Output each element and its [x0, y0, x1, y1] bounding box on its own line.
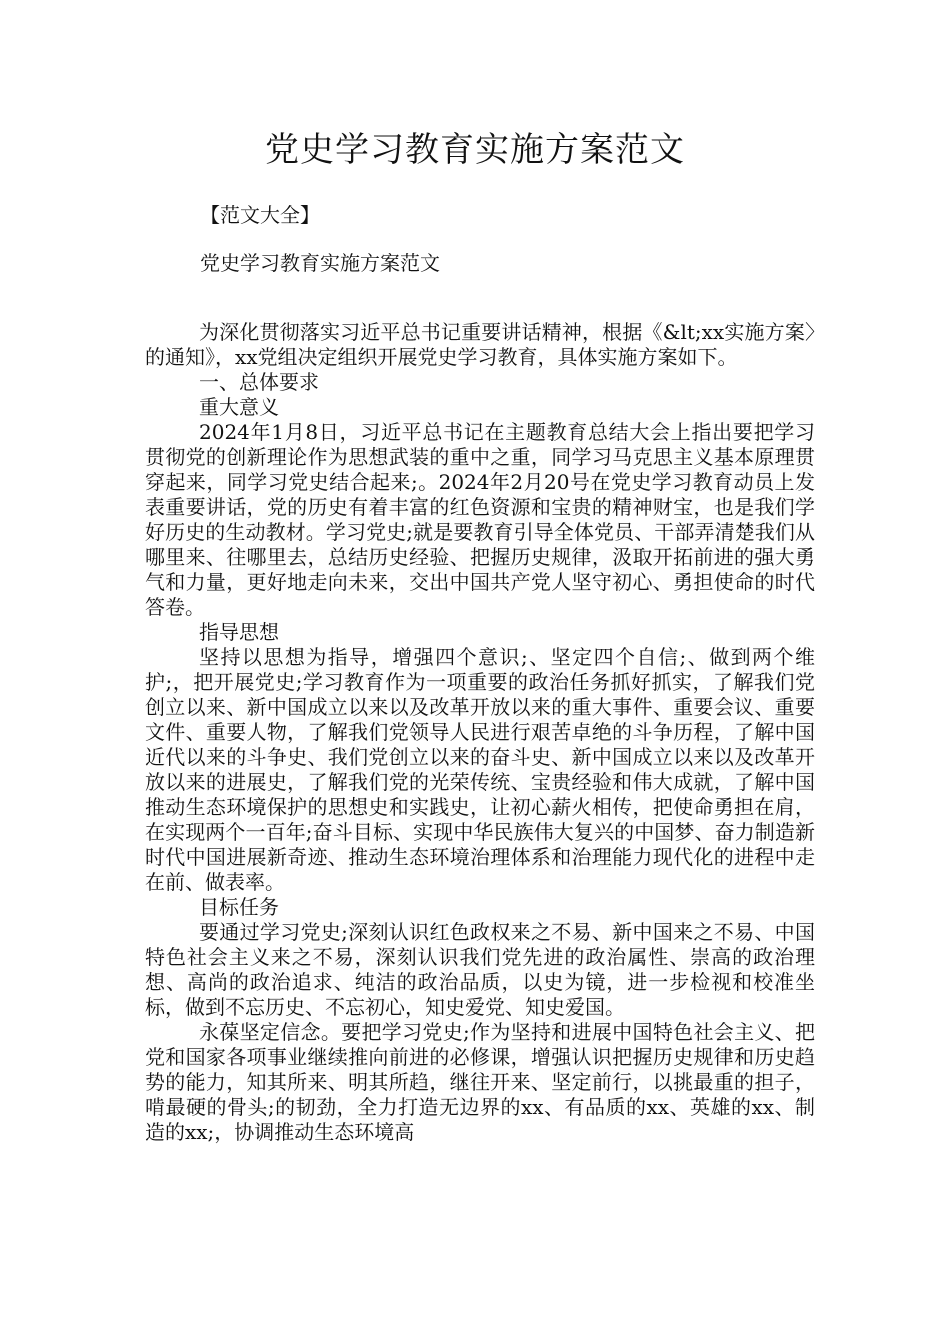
document-title: 党史学习教育实施方案范文 — [265, 130, 685, 170]
subheading-goals: 目标任务 — [199, 895, 279, 919]
section-heading-general-requirements: 一、总体要求 — [199, 370, 319, 394]
document-body — [145, 320, 815, 1145]
category-tag: 【范文大全】 — [200, 203, 320, 227]
paragraph-guiding-ideology: 坚持以思想为指导，增强四个意识;、坚定四个自信;、做到两个维护;，把开展党史;学习教育作为一项重要的政治任务抓好抓实，了解我们党创立以来、新中国成立以来以及改革开放以来的重大事件、重要会议、重要文件、重要人物，了解我们党领导人民进行艰苦卓绝的斗争历程，了解中国近代以来的斗争史、我们党创立以来的奋斗史、新中国成立以来以及改革开放以来的进展史，了解我们党的光荣传统、宝贵经验和伟大成就，了解中国推动生态环境保护的思想史和实践史，让初心薪火相传，把使命勇担在肩，在实现两个一百年;奋斗目标、实现中华民族伟大复兴的中国梦、奋力制造新时代中国进展新奇迹、推动生态环境治理体系和治理能力现代化的进程中走在前、做表率。 — [145, 645, 815, 894]
paragraph-intro: 为深化贯彻落实习近平总书记重要讲话精神，根据《&lt;xx实施方案〉的通知》，xx党组决定组织开展党史学习教育，具体实施方案如下。 — [145, 320, 815, 369]
paragraph-conviction: 永葆坚定信念。要把学习党史;作为坚持和进展中国特色社会主义、把党和国家各项事业继续推向前进的必修课，增强认识把握历史规律和历史趋势的能力，知其所来、明其所趋，继往开来、坚定前行，以挑最重的担子，啃最硬的骨头;的韧劲，全力打造无边界的xx、有品质的xx、英雄的xx、制造的xx;，协调推动生态环境高 — [145, 1020, 815, 1144]
document-subtitle: 党史学习教育实施方案范文 — [200, 251, 440, 275]
subheading-significance: 重大意义 — [199, 395, 279, 419]
paragraph-significance: 2024年1月8日，习近平总书记在主题教育总结大会上指出要把学习贯彻党的创新理论作为思想武装的重中之重，同学习马克思主义基本原理贯穿起来，同学习党史结合起来;。2024年2月20号在党史学习教育动员上发表重要讲话，党的历史有着丰富的红色资源和宝贵的精神财宝，也是我们学好历史的生动教材。学习党史;就是要教育引导全体党员、干部弄清楚我们从哪里来、往哪里去，总结历史经验、把握历史规律，汲取开拓前进的强大勇气和力量，更好地走向未来，交出中国共产党人坚守初心、勇担使命的时代答卷。 — [145, 420, 815, 619]
subheading-guiding-ideology: 指导思想 — [199, 620, 279, 644]
paragraph-goals: 要通过学习党史;深刻认识红色政权来之不易、新中国来之不易、中国特色社会主义来之不易，深刻认识我们党先进的政治属性、崇高的政治理想、高尚的政治追求、纯洁的政治品质，以史为镜，进一步检视和校准坐标，做到不忘历史、不忘初心，知史爱党、知史爱国。 — [145, 920, 815, 1019]
